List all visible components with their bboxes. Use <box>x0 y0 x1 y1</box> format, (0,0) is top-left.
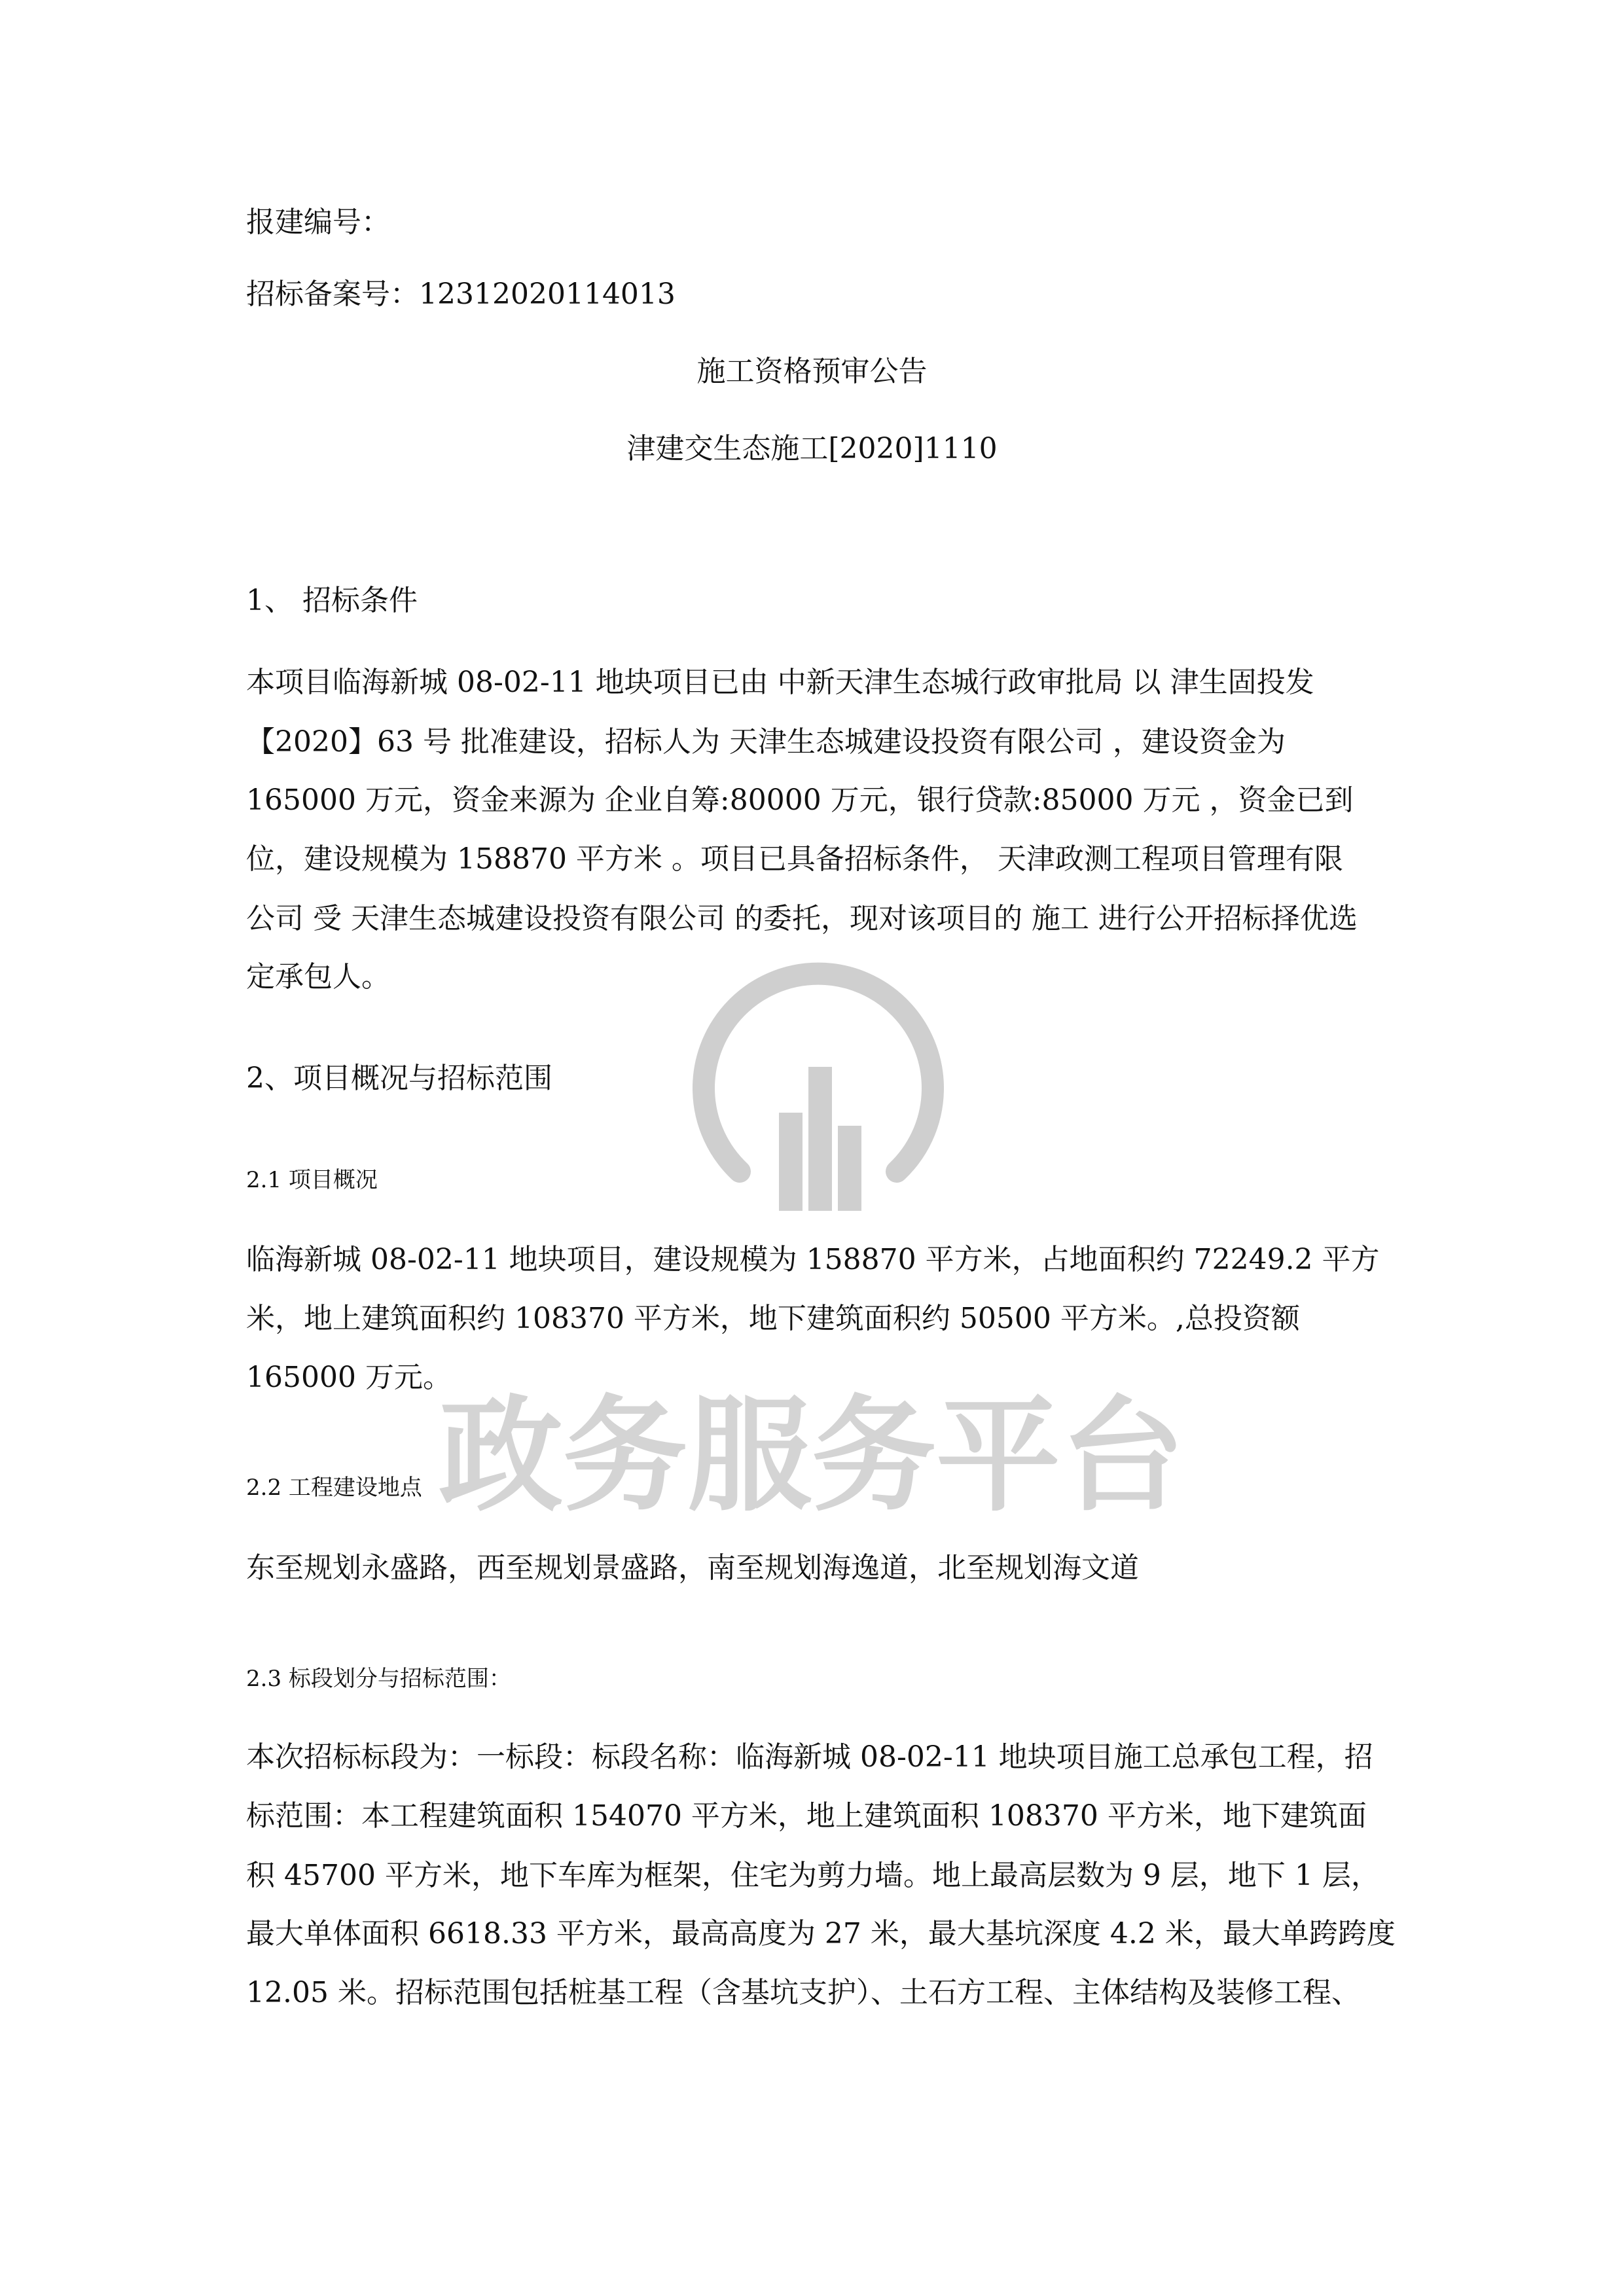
paragraph-line: 标范围：本工程建筑面积 154070 平方米，地上建筑面积 108370 平方米，地下建筑面 <box>246 1799 1367 1833</box>
notice-code: 津建交生态施工[2020]1110 <box>626 432 998 465</box>
section-1-heading: 1、 招标条件 <box>246 584 418 617</box>
paragraph-line: 位，建设规模为 158870 平方米 。项目已具备招标条件， 天津政测工程项目管理有限 <box>246 842 1343 876</box>
paragraph-line: 12.05 米。招标范围包括桩基工程（含基坑支护）、土石方工程、主体结构及装修工程、 <box>246 1976 1360 2009</box>
section-2-2-heading: 2.2 工程建设地点 <box>246 1475 422 1501</box>
notice-title: 施工资格预审公告 <box>696 355 928 388</box>
watermark-text: 政务服务平台 <box>438 1384 1185 1528</box>
record-number: 招标备案号：12312020114013 <box>246 278 676 311</box>
paragraph-line: 最大单体面积 6618.33 平方米，最高高度为 27 米，最大基坑深度 4.2 米，最大单跨跨度 <box>246 1917 1396 1950</box>
paragraph-line: 本次招标标段为：一标段：标段名称：临海新城 08-02-11 地块项目施工总承包工程，招 <box>246 1740 1373 1774</box>
paragraph-line: 积 45700 平方米，地下车库为框架，住宅为剪力墙。地上最高层数为 9 层，地下 1 层， <box>246 1859 1380 1892</box>
paragraph-line: 165000 万元。 <box>246 1361 452 1394</box>
paragraph-line: 本项目临海新城 08-02-11 地块项目已由 中新天津生态城行政审批局 以 津生固投发 <box>246 666 1314 699</box>
paragraph-line: 定承包人。 <box>246 960 390 994</box>
paragraph-line: 公司 受 天津生态城建设投资有限公司 的委托，现对该项目的 施工 进行公开招标择优选 <box>246 902 1358 935</box>
section-2-1-heading: 2.1 项目概况 <box>246 1167 378 1193</box>
paragraph-line: 【2020】63 号 批准建设，招标人为 天津生态城建设投资有限公司 ，建设资金为 <box>246 725 1286 759</box>
section-2-3-heading: 2.3 标段划分与招标范围： <box>246 1666 511 1692</box>
baojian-number: 报建编号： <box>246 206 390 239</box>
paragraph-line: 东至规划永盛路，西至规划景盛路，南至规划海逸道，北至规划海文道 <box>246 1551 1139 1585</box>
section-2-heading: 2、项目概况与招标范围 <box>246 1062 552 1095</box>
paragraph-line: 165000 万元，资金来源为 企业自筹:80000 万元，银行贷款:85000 万元 ，资金已到 <box>246 783 1354 817</box>
paragraph-line: 米，地上建筑面积约 108370 平方米，地下建筑面积约 50500 平方米。,总投资额 <box>246 1302 1300 1335</box>
paragraph-line: 临海新城 08-02-11 地块项目，建设规模为 158870 平方米，占地面积约 72249.2 平方 <box>246 1243 1380 1276</box>
